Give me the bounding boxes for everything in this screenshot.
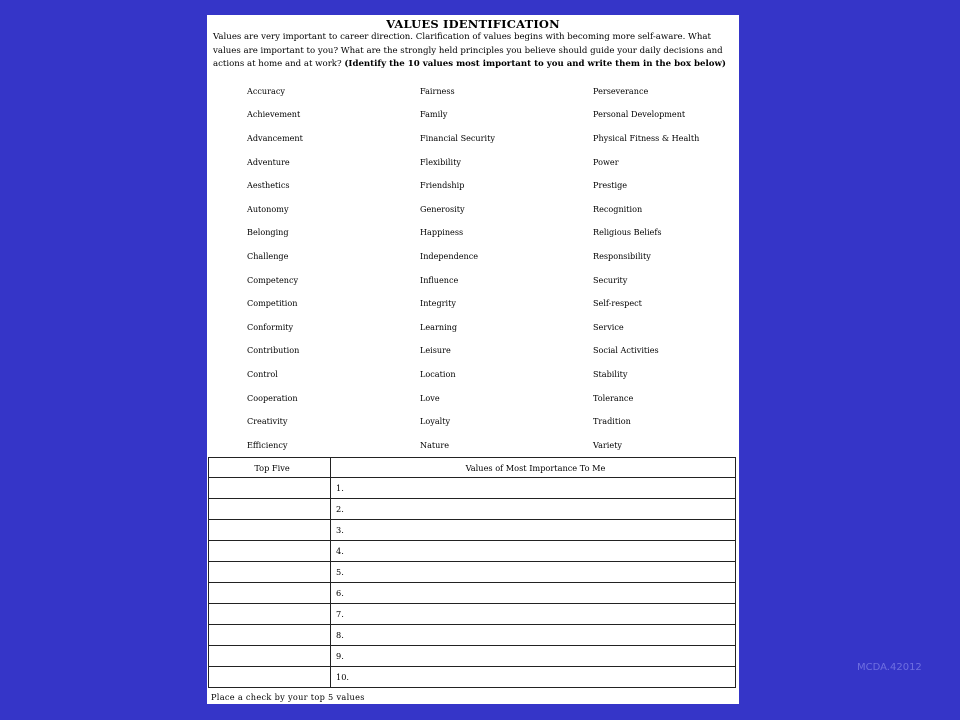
values-row: [247, 315, 727, 339]
value-item: Fairness: [420, 85, 455, 96]
table-header-row: [209, 458, 736, 478]
table-row: [209, 604, 736, 625]
table-row: [209, 646, 736, 667]
values-row: [247, 244, 727, 268]
value-item: Personal Development: [593, 109, 686, 120]
footer-instruction: Place a check by your top 5 values: [211, 692, 365, 702]
values-row: [247, 268, 727, 292]
value-item: Family: [420, 109, 448, 120]
values-row: [247, 362, 727, 386]
values-row: [247, 339, 727, 363]
value-item: Leisure: [420, 345, 451, 356]
value-item: Contribution: [247, 345, 300, 356]
value-item: Accuracy: [247, 85, 285, 96]
value-item: Love: [420, 392, 440, 403]
values-row: [247, 409, 727, 433]
intro-paragraph: [213, 31, 734, 72]
value-entry-cell[interactable]: 9.: [331, 646, 736, 667]
header-top-five: Top Five: [209, 458, 331, 478]
value-item: Advancement: [247, 132, 303, 143]
value-item: Service: [593, 321, 624, 332]
value-item: Stability: [593, 368, 628, 379]
value-entry-cell[interactable]: 6.: [331, 583, 736, 604]
table-row: [209, 625, 736, 646]
check-cell[interactable]: [209, 478, 331, 499]
value-item: Prestige: [593, 180, 628, 191]
value-item: Recognition: [593, 203, 643, 214]
value-item: Control: [247, 368, 278, 379]
check-cell[interactable]: [209, 604, 331, 625]
value-item: Responsibility: [593, 250, 651, 261]
value-item: Challenge: [247, 250, 289, 261]
check-cell[interactable]: [209, 625, 331, 646]
worksheet-title: VALUES IDENTIFICATION: [386, 17, 560, 31]
values-row: [247, 221, 727, 245]
value-item: Competency: [247, 274, 299, 285]
value-entry-cell[interactable]: 2.: [331, 499, 736, 520]
value-item: Flexibility: [420, 156, 461, 167]
value-item: Variety: [593, 439, 622, 450]
intro-instruction: (Identify the 10 values most important to you and write them in the box below): [344, 59, 726, 69]
value-entry-cell[interactable]: 10.: [331, 667, 736, 688]
value-item: Learning: [420, 321, 458, 332]
value-item: Financial Security: [420, 132, 495, 143]
watermark-code: MCDA.42012: [857, 662, 922, 673]
value-item: Adventure: [247, 156, 290, 167]
table-row: [209, 541, 736, 562]
values-row: [247, 126, 727, 150]
value-item: Social Activities: [593, 345, 659, 356]
value-item: Competition: [247, 298, 298, 309]
value-item: Security: [593, 274, 628, 285]
value-entry-cell[interactable]: 7.: [331, 604, 736, 625]
values-row: [247, 197, 727, 221]
value-entry-cell[interactable]: 5.: [331, 562, 736, 583]
check-cell[interactable]: [209, 541, 331, 562]
table-row: [209, 562, 736, 583]
value-item: Aesthetics: [247, 180, 290, 191]
value-item: Integrity: [420, 298, 456, 309]
value-entry-cell[interactable]: 4.: [331, 541, 736, 562]
value-item: Tolerance: [593, 392, 634, 403]
values-row: [247, 433, 727, 457]
top-values-table: [208, 457, 736, 688]
value-entry-cell[interactable]: 8.: [331, 625, 736, 646]
table-row: [209, 478, 736, 499]
value-item: Cooperation: [247, 392, 298, 403]
value-item: Location: [420, 368, 456, 379]
value-item: Autonomy: [247, 203, 289, 214]
table-row: [209, 583, 736, 604]
check-cell[interactable]: [209, 583, 331, 604]
value-item: Power: [593, 156, 619, 167]
values-row: [247, 79, 727, 103]
value-item: Physical Fitness & Health: [593, 132, 700, 143]
value-item: Independence: [420, 250, 479, 261]
value-item: Tradition: [593, 416, 631, 427]
values-row: [247, 103, 727, 127]
values-row: [247, 291, 727, 315]
value-item: Belonging: [247, 227, 289, 238]
value-item: Creativity: [247, 416, 288, 427]
value-item: Perseverance: [593, 85, 649, 96]
values-list: [247, 79, 727, 457]
check-cell[interactable]: [209, 562, 331, 583]
value-item: Friendship: [420, 180, 465, 191]
header-values-importance: Values of Most Importance To Me: [331, 458, 736, 478]
table-row: [209, 667, 736, 688]
check-cell[interactable]: [209, 667, 331, 688]
intro-text: Values are very important to career direction. Clarification of values begins with becoming more self-aware. What values are important to you? What are the strongly held principles you believe should guide your daily decisions and actions at home and at work?: [213, 32, 723, 69]
value-item: Achievement: [247, 109, 301, 120]
worksheet-page: [207, 15, 739, 704]
value-item: Self-respect: [593, 298, 642, 309]
value-item: Loyalty: [420, 416, 451, 427]
check-cell[interactable]: [209, 646, 331, 667]
check-cell[interactable]: [209, 499, 331, 520]
value-item: Conformity: [247, 321, 294, 332]
value-item: Generosity: [420, 203, 465, 214]
value-item: Influence: [420, 274, 459, 285]
values-row: [247, 386, 727, 410]
value-entry-cell[interactable]: 1.: [331, 478, 736, 499]
values-row: [247, 150, 727, 174]
value-item: Nature: [420, 439, 450, 450]
table-row: [209, 499, 736, 520]
table-row: [209, 520, 736, 541]
check-cell[interactable]: [209, 520, 331, 541]
values-row: [247, 173, 727, 197]
value-item: Happiness: [420, 227, 464, 238]
value-item: Religious Beliefs: [593, 227, 662, 238]
value-entry-cell[interactable]: 3.: [331, 520, 736, 541]
value-item: Efficiency: [247, 439, 288, 450]
